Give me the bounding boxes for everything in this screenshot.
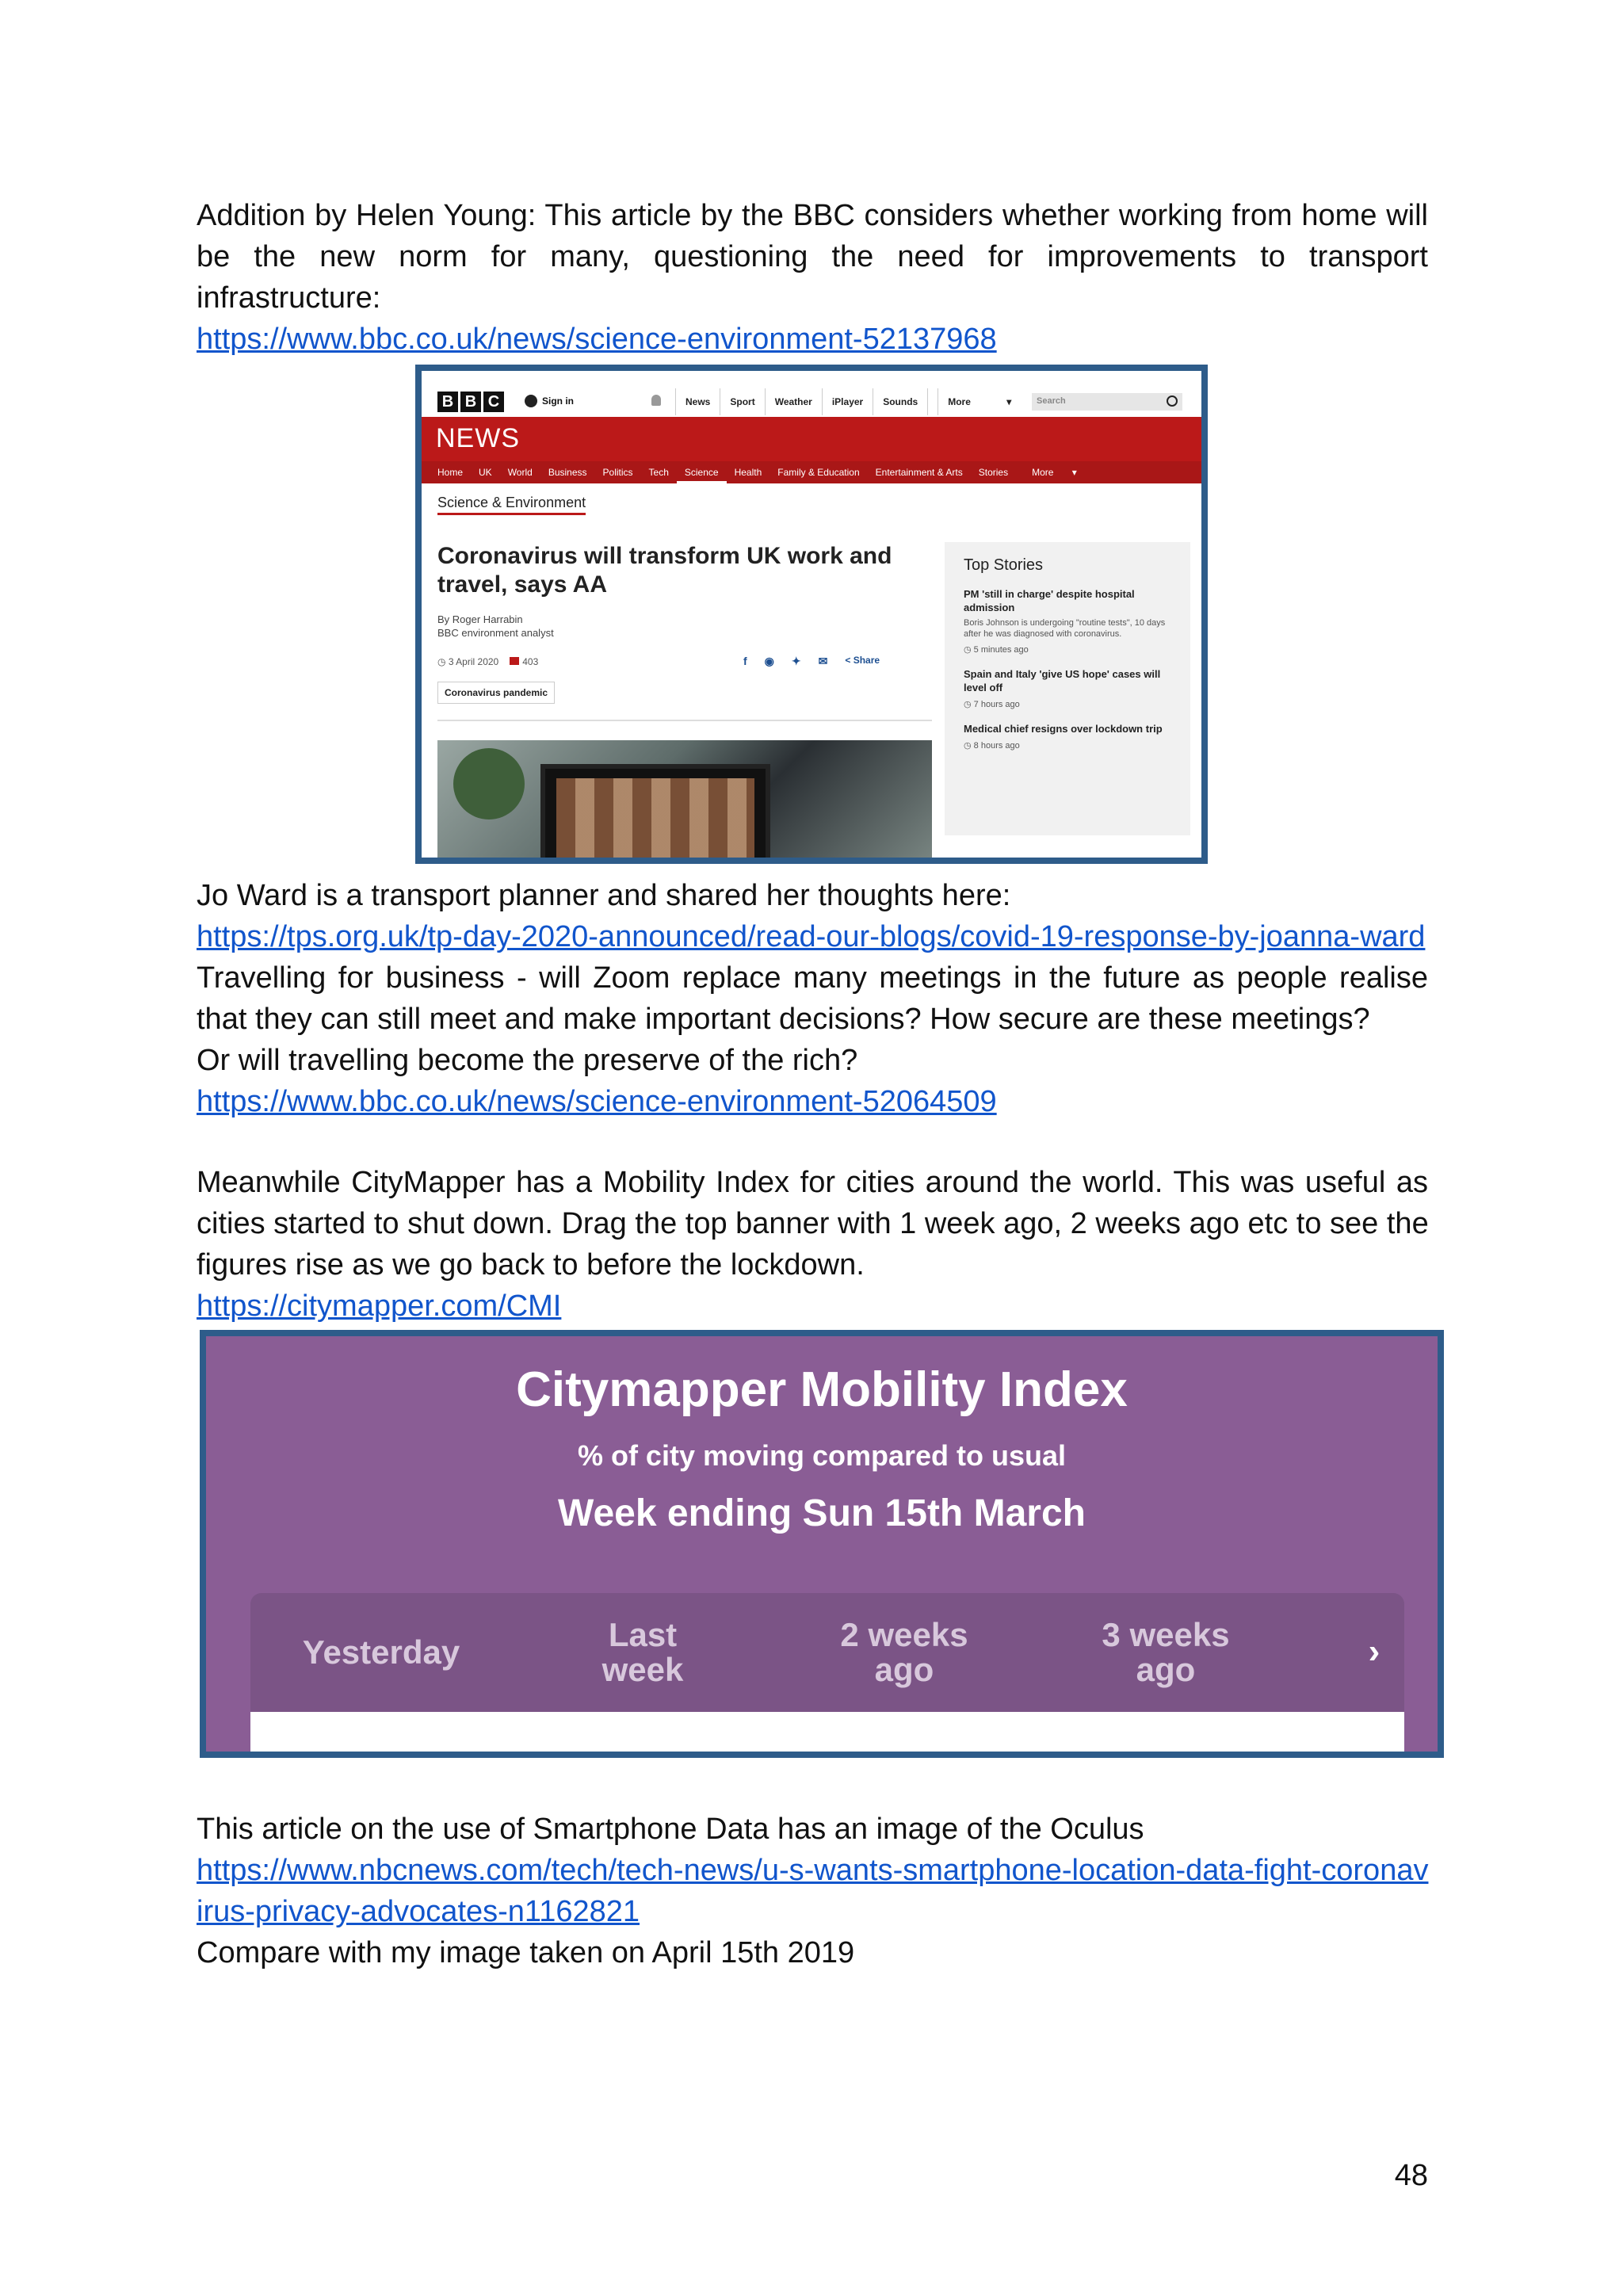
subnav-politics[interactable]: Politics: [602, 467, 633, 478]
user-icon: [525, 395, 537, 407]
topic-tag[interactable]: Coronavirus pandemic: [437, 682, 555, 704]
twitter-icon[interactable]: ✦: [791, 655, 801, 667]
bbc-logo-block: B: [460, 392, 481, 412]
subnav-business[interactable]: Business: [548, 467, 587, 478]
text-line: Addition by Helen Young: This article by the BBC considers whether working from home will: [197, 199, 1428, 232]
text-line: Jo Ward is a transport planner and shared her thoughts here:: [197, 879, 1011, 912]
news-logo[interactable]: NEWS: [436, 423, 520, 453]
top-story-headline[interactable]: PM 'still in charge' despite hospital admission: [964, 588, 1135, 613]
clock-icon: ◷: [437, 656, 446, 667]
top-story-time: [964, 740, 1171, 751]
nav-more[interactable]: [927, 388, 1021, 415]
text-line: that they can still meet and make important decisions? How secure are these meetings?: [197, 1003, 1370, 1036]
messenger-icon[interactable]: ◉: [764, 655, 774, 667]
author-name: By Roger Harrabin: [437, 613, 523, 625]
date-text: 3 April 2020: [448, 656, 499, 667]
text-line: infrastructure:: [197, 281, 381, 315]
comment-count-text: 403: [522, 656, 539, 667]
clock-icon: ◷: [964, 741, 972, 751]
nav-news[interactable]: News: [675, 388, 720, 415]
option-2-weeks-ago[interactable]: [773, 1593, 1035, 1712]
top-story-item[interactable]: [964, 667, 1171, 709]
bbc-article-link-2[interactable]: https://www.bbc.co.uk/news/science-environment-52064509: [197, 1085, 997, 1118]
section-label[interactable]: Science & Environment: [437, 495, 586, 515]
nav-weather[interactable]: Weather: [765, 388, 822, 415]
text-line: Compare with my image taken on April 15th 2019: [197, 1936, 855, 1969]
subnav-more-label: More: [1032, 467, 1054, 478]
option-3-weeks-label: 3 weeks ago: [1102, 1616, 1230, 1688]
option-2-weeks-label: 2 weeks ago: [840, 1616, 968, 1688]
share-label: Share: [853, 655, 880, 666]
text-line: cities started to shut down. Drag the top banner with 1 week ago, 2 weeks ago etc to see the: [197, 1207, 1429, 1240]
text-line: Or will travelling become the preserve of the rich?: [197, 1044, 858, 1077]
text-line: figures rise as we go back to before the lockdown.: [197, 1248, 865, 1282]
intro-paragraph: [197, 195, 1428, 360]
subnav-home[interactable]: Home: [437, 467, 464, 478]
nav-more-label: More: [938, 388, 980, 415]
bbc-logo-block: C: [483, 392, 504, 412]
option-yesterday[interactable]: Yesterday: [302, 1633, 460, 1671]
page-number: 48: [1394, 2159, 1428, 2192]
news-banner: [422, 417, 1201, 461]
article-meta: [437, 656, 538, 667]
sign-in-label: Sign in: [542, 395, 574, 407]
share-tools: [743, 655, 880, 668]
sign-in-link[interactable]: [525, 395, 574, 407]
comment-count[interactable]: [510, 656, 538, 667]
facebook-icon[interactable]: f: [743, 655, 747, 667]
time-period-selector[interactable]: [250, 1593, 1404, 1712]
option-last-week-label: Last week: [601, 1616, 684, 1688]
divider: [437, 720, 932, 721]
chevron-down-icon: ▾: [1006, 396, 1012, 407]
subnav-world[interactable]: World: [507, 467, 533, 478]
news-sub-nav: [422, 461, 1201, 483]
nbc-news-link[interactable]: https://www.nbcnews.com/tech/tech-news/u-s-wants-smartphone-location-data-fight-coronav: [197, 1854, 1429, 1887]
top-story-item[interactable]: [964, 587, 1171, 655]
chevron-down-icon: ▾: [1071, 467, 1077, 478]
subnav-health[interactable]: Health: [734, 467, 762, 478]
bbc-top-nav: [675, 388, 1021, 415]
top-story-time-text: 8 hours ago: [973, 741, 1020, 751]
smartphone-data-paragraph: [197, 1809, 1428, 1973]
top-story-time-text: 7 hours ago: [973, 700, 1020, 709]
cmi-title: Citymapper Mobility Index: [516, 1362, 1128, 1417]
clock-icon: ◷: [964, 700, 972, 709]
author-role: BBC environment analyst: [437, 627, 554, 639]
top-story-headline[interactable]: Medical chief resigns over lockdown trip: [964, 723, 1163, 735]
email-icon[interactable]: ✉: [818, 655, 828, 667]
nav-iplayer[interactable]: iPlayer: [822, 388, 873, 415]
text-line: This article on the use of Smartphone Data has an image of the Oculus: [197, 1813, 1144, 1846]
subnav-uk[interactable]: UK: [479, 467, 492, 478]
content-area: [250, 1712, 1404, 1758]
cmi-week-label: Week ending Sun 15th March: [558, 1492, 1086, 1534]
subnav-entertainment-arts[interactable]: Entertainment & Arts: [875, 467, 963, 478]
top-story-time: [964, 699, 1171, 709]
text-line: Travelling for business - will Zoom replace many meetings in the future as people realise: [197, 961, 1428, 995]
text-line: be the new norm for many, questioning the need for improvements to transport: [197, 240, 1428, 273]
nav-sounds[interactable]: Sounds: [873, 388, 927, 415]
top-stories-panel: [945, 542, 1190, 835]
byline: [437, 613, 554, 640]
subnav-tech[interactable]: Tech: [648, 467, 669, 478]
subnav-family-education[interactable]: Family & Education: [777, 467, 860, 478]
search-icon[interactable]: [1167, 395, 1178, 407]
bbc-logo: [437, 392, 504, 412]
top-story-time: [964, 644, 1171, 655]
comment-icon: [510, 657, 519, 665]
bbc-logo-block: B: [437, 392, 458, 412]
search-input[interactable]: [1032, 393, 1182, 411]
article-headline: Coronavirus will transform UK work and travel, says AA: [437, 543, 892, 598]
nav-sport[interactable]: Sport: [720, 388, 764, 415]
top-story-headline[interactable]: Spain and Italy 'give US hope' cases will level off: [964, 668, 1161, 693]
tps-blog-link[interactable]: https://tps.org.uk/tp-day-2020-announced/read-our-blogs/covid-19-response-by-joanna-ward: [197, 920, 1426, 953]
share-button[interactable]: [845, 655, 880, 668]
jo-ward-paragraph: [197, 875, 1428, 1122]
article-photo: [437, 740, 932, 864]
top-story-summary: Boris Johnson is undergoing "routine tests", 10 days after he was diagnosed with coronavirus.: [964, 618, 1166, 639]
text-line: Meanwhile CityMapper has a Mobility Index for cities around the world. This was useful as: [197, 1166, 1428, 1199]
option-last-week[interactable]: [512, 1593, 773, 1712]
cmi-subtitle: % of city moving compared to usual: [577, 1439, 1067, 1472]
top-stories-title: Top Stories: [964, 556, 1044, 574]
chevron-right-icon[interactable]: ›: [1368, 1632, 1381, 1671]
top-story-item[interactable]: [964, 722, 1171, 751]
subnav-science[interactable]: Science: [677, 461, 727, 483]
bbc-article-link[interactable]: https://www.bbc.co.uk/news/science-environment-52137968: [197, 323, 997, 356]
citymapper-paragraph: [197, 1162, 1428, 1327]
video-call-tiles-graphic: [556, 778, 754, 864]
citymapper-link[interactable]: https://citymapper.com/CMI: [197, 1289, 562, 1323]
share-icon: <: [845, 655, 851, 666]
bbc-topbar: [422, 371, 1201, 411]
bell-icon[interactable]: [651, 395, 661, 406]
citymapper-index-screenshot: [200, 1330, 1444, 1758]
bbc-article-screenshot: [415, 365, 1208, 864]
clock-icon: ◷: [964, 645, 972, 655]
option-3-weeks-ago[interactable]: [1035, 1593, 1296, 1712]
search-placeholder: Search: [1037, 396, 1066, 406]
subnav-more[interactable]: [1016, 461, 1093, 483]
plant-graphic: [453, 748, 525, 819]
article-date: [437, 656, 498, 667]
nbc-news-link-continued[interactable]: irus-privacy-advocates-n1162821: [197, 1895, 640, 1928]
top-story-time-text: 5 minutes ago: [973, 645, 1029, 655]
subnav-stories[interactable]: Stories: [978, 467, 1009, 478]
